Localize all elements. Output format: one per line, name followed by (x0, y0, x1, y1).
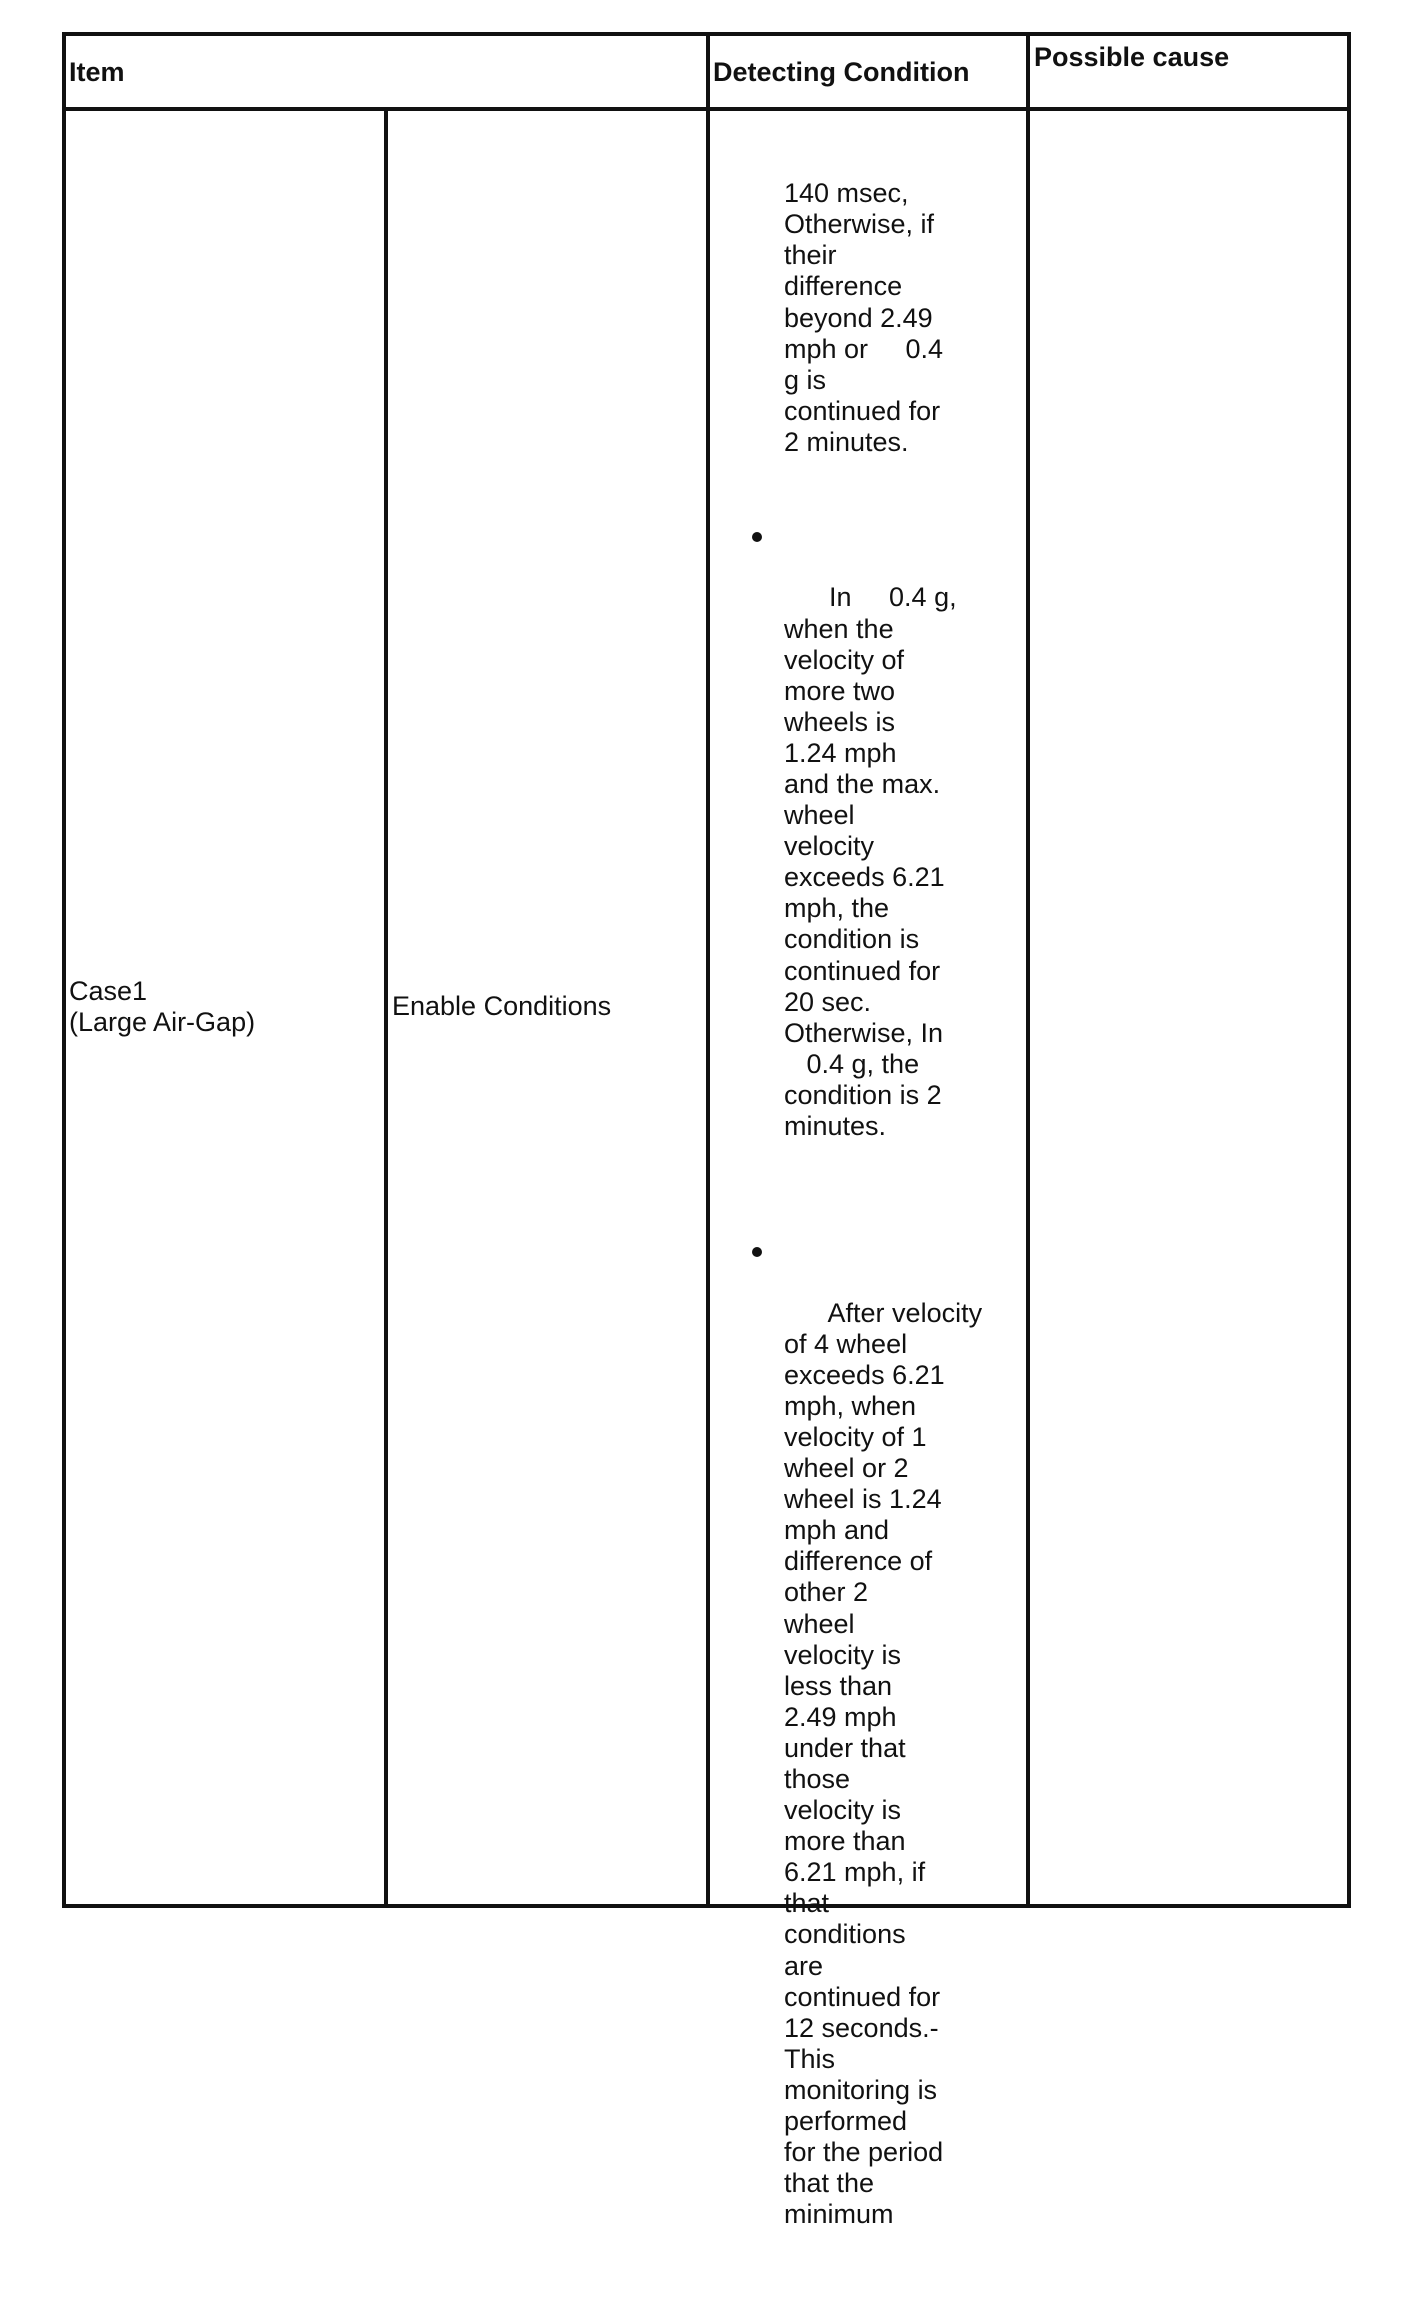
header-possible-cause: Possible cause (1034, 42, 1230, 72)
column-divider-detecting (706, 32, 710, 1908)
condition-bullet-1-text: In 0.4 g, when the velocity of more two wheels is 1.24 mph and the max. wheel velocity exceeds 6.21 mph, the condition is continued for 20 sec. Otherwise, In 0.4 g, the condition is 2 minutes. (784, 582, 957, 1141)
condition-bullet-2-text: After velocity of 4 wheel exceeds 6.21 mph, when velocity of 1 wheel or 2 wheel is 1.24 mph and difference of other 2 wheel velocity is less than 2.49 mph under that those velocity is more than 6.21 mph, if that conditions are continued for 12 seconds.- This monitoring is performed for the period that the minimum (784, 1297, 983, 2230)
header-detecting-condition: Detecting Condition (713, 57, 970, 87)
detecting-condition-cell (784, 116, 983, 2324)
condition-bullet-2 (784, 1235, 983, 2261)
column-divider-subitem (384, 107, 388, 1908)
condition-bullet-1 (784, 520, 964, 1173)
column-divider-cause (1026, 32, 1030, 1908)
item-case-label: Case1 (Large Air-Gap) (69, 976, 256, 1037)
sub-item-label: Enable Conditions (392, 991, 612, 1021)
condition-continued-text: 140 msec, Otherwise, if their difference beyond 2.49 mph or 0.4 g is continued for 2 minutes. (784, 178, 944, 457)
header-item: Item (69, 57, 125, 87)
